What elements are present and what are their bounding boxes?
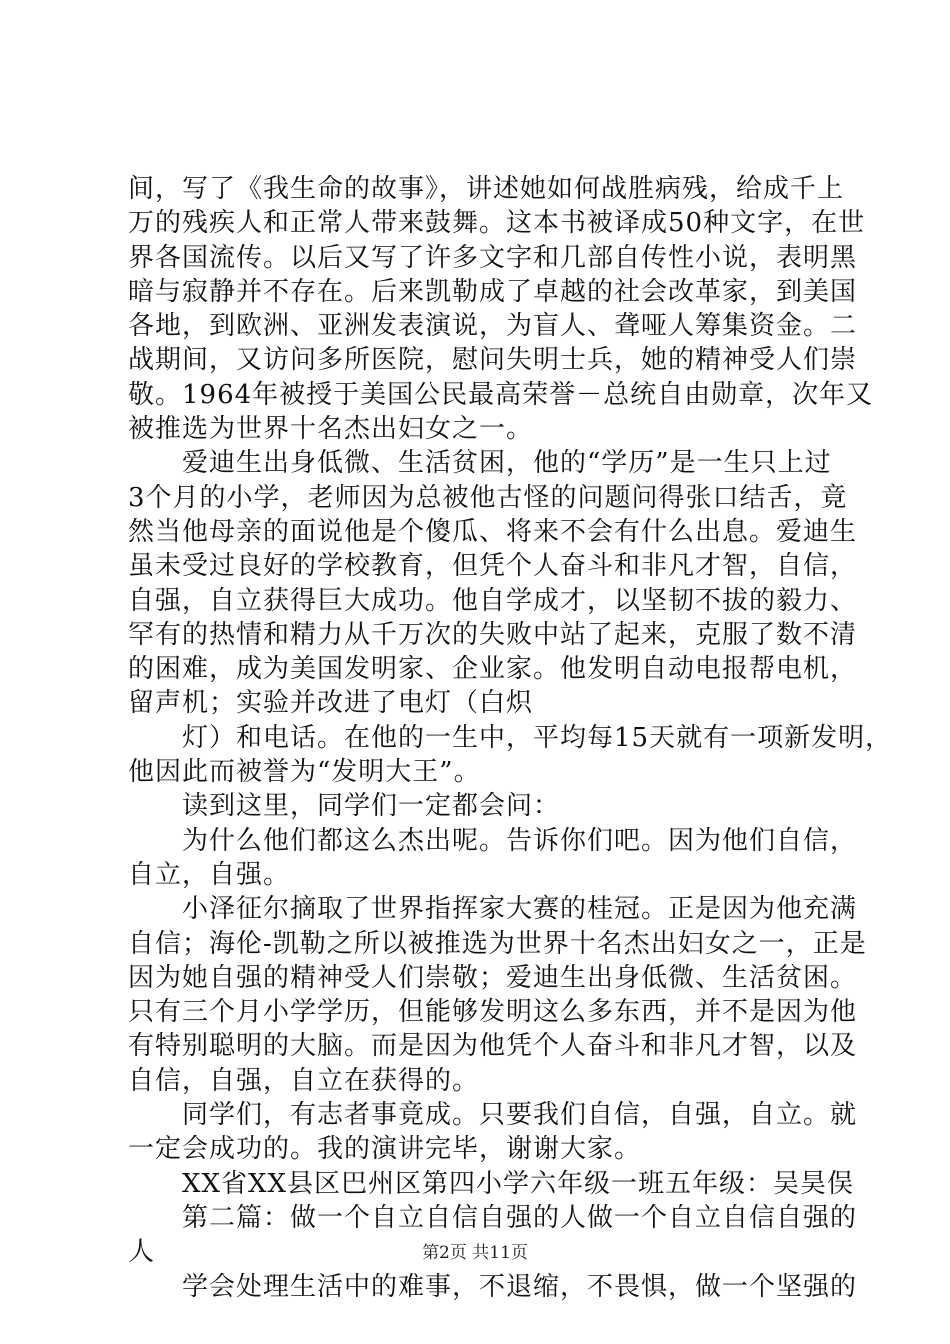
text-line: 敬。1964年被授于美国公民最高荣誉－总统自由勋章，次年又 [128, 379, 874, 410]
text-line: 万的残疾人和正常人带来鼓舞。这本书被译成50种文字，在世 [128, 208, 866, 239]
text-line: 同学们，有志者事竟成。只要我们自信，自强，自立。就 [182, 1100, 858, 1131]
text-line: 第二篇：做一个自立自信自强的人做一个自立自信自强的 [182, 1202, 858, 1233]
text-line: 爱迪生出身低微、生活贫困，他的“学历”是一生只上过 [182, 448, 832, 479]
text-line: 为什么他们都这么杰出呢。告诉你们吧。因为他们自信， [182, 825, 858, 856]
text-line: 学会处理生活中的难事，不退缩，不畏惧，做一个坚强的 [182, 1271, 858, 1302]
text-line: 小泽征尔摘取了世界指挥家大赛的桂冠。正是因为他充满 [182, 894, 858, 925]
text-line: 自信，自强，自立在获得的。 [128, 1065, 480, 1096]
text-line: 的困难，成为美国发明家、企业家。他发明自动电报帮电机， [128, 654, 858, 685]
text-line: 读到这里，同学们一定都会问： [182, 791, 561, 822]
text-line: 界各国流传。以后又写了许多文字和几部自传性小说，表明黑 [128, 242, 858, 273]
page-footer: 第2页 共11页 [422, 1243, 528, 1263]
text-line: 战期间，又访问多所医院，慰问失明士兵，她的精神受人们崇 [128, 345, 858, 376]
text-line: 自立，自强。 [128, 859, 291, 890]
text-line: 一定会成功的。我的演讲完毕，谢谢大家。 [128, 1134, 642, 1165]
text-line: 虽未受过良好的学校教育，但凭个人奋斗和非凡才智，自信， [128, 551, 858, 582]
text-line: 然当他母亲的面说他是个傻瓜、将来不会有什么出息。爱迪生 [128, 516, 858, 547]
text-line: 被推选为世界十名杰出妇女之一。 [128, 414, 534, 445]
text-line: 因为她自强的精神受人们崇敬；爱迪生出身低微、生活贫困。 [128, 962, 858, 993]
text-line: 灯）和电话。在他的一生中，平均每15天就有一项新发明， [182, 722, 893, 753]
text-line: 间，写了《我生命的故事》，讲述她如何战胜病残，给成千上 [128, 174, 845, 204]
text-line: 他因此而被誉为“发明大王”。 [128, 757, 481, 788]
document-body [128, 172, 893, 1304]
text-line: 罕有的热情和精力从千万次的失败中站了起来，克服了数不清 [128, 619, 858, 650]
text-line: 人 [128, 1237, 156, 1268]
text-line: 自信；海伦-凯勒之所以被推选为世界十名杰出妇女之一，正是 [128, 928, 867, 959]
text-line: 有特别聪明的大脑。而是因为他凭个人奋斗和非凡才智，以及 [128, 1031, 858, 1062]
text-line: 自强，自立获得巨大成功。他自学成才，以坚韧不拔的毅力、 [128, 585, 858, 616]
text-line: XX省XX县区巴州区第四小学六年级一班五年级：吴昊俣 [182, 1168, 855, 1199]
text-line: 暗与寂静并不存在。后来凯勒成了卓越的社会改革家，到美国 [128, 276, 858, 307]
text-line: 留声机；实验并改进了电灯（白炽 [128, 688, 534, 719]
text-line: 3个月的小学，老师因为总被他古怪的问题问得张口结舌，竟 [128, 482, 848, 513]
text-line: 只有三个月小学学历，但能够发明这么多东西，并不是因为他 [128, 997, 858, 1028]
text-line: 各地，到欧洲、亚洲发表演说，为盲人、聋哑人筹集资金。二 [128, 311, 858, 342]
